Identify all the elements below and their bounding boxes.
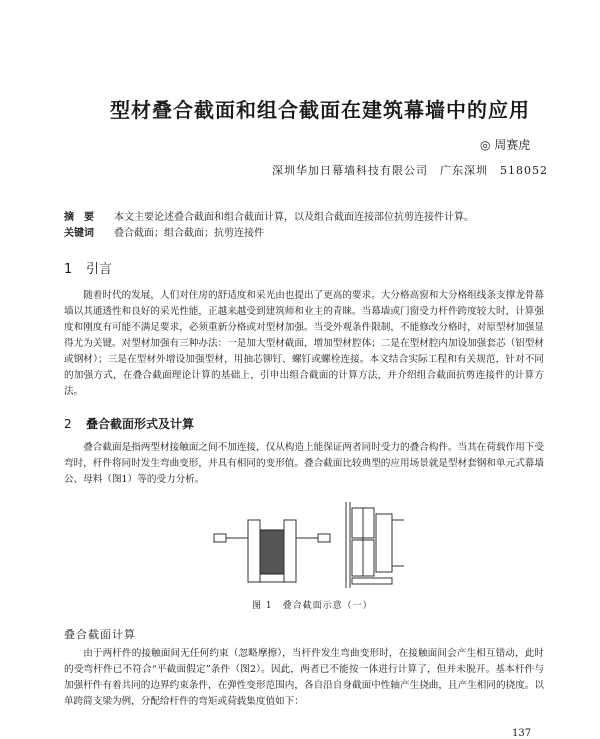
section-1-heading xyxy=(64,258,112,277)
figure-1-caption: 图 1 叠合截面示意（一） xyxy=(252,601,373,611)
subsection-paragraph: 由于两杆件的接触面间无任何约束（忽略摩擦），当杆件发生弯曲变形时，在接触面间会产生相互错动，此时的受弯杆件已不符合“平截面假定”条件（图2）。因此，两者已不能按一体进行计算了，但并未脱开。基本杆件与加强杆件有着共同的边界约束条件，在弹性变形范围内，各自沿自身截面中性轴产生挠曲，且产生相同的挠度。以单跨简支梁为例，分配给杆件的弯矩或荷载集度值如下： xyxy=(64,648,544,707)
section-2-paragraph: 叠合截面是指两型材接触面之间不加连接，仅从构造上能保证两者同时受力的叠合构件。当其在荷载作用下受弯时，杆件将同时发生弯曲变形，并具有相同的变形值。叠合截面比较典型的应用场景就是型材套钢和单元式幕墙公、母料（图1）等的受力分析。 xyxy=(64,442,544,485)
page-number: 137 xyxy=(512,728,532,739)
section-1-paragraph: 随着时代的发展，人们对住房的舒适度和采光由也提出了更高的要求。大分格高窗和大分格组线条支撑龙骨幕墙以其通透性和良好的采光性能，正越来越受到建筑师和业主的青睐。当幕墙或门窗受力杆件跨度较大时，计算强度和刚度有可能不满足要求，必须重新分格或对型材加强。当受外观条件限制，不能修改分格时，对原型材加强显得尤为关键。对型材加强有三种办法：一是加大型材截面，增加型材腔体；二是在型材腔内加设加强套芯（铝型材或钢材）；三是在型材外增设加强型材，用抽芯铆钉、螺钉或螺栓连接。本文结合实际工程和有关规范，针对不同的加强方式，在叠合截面理论计算的基础上，引申出组合截面的计算方法，并介绍组合截面抗剪连接件的计算方法。 xyxy=(64,290,544,397)
keywords-text: 叠合截面；组合截面；抗剪连接件 xyxy=(114,228,264,239)
section-2-title: 叠合截面形式及计算 xyxy=(86,417,195,431)
abstract-line xyxy=(64,210,474,226)
affiliation: 深圳华加日幕墙科技有限公司 广东深圳 518052 xyxy=(272,164,548,177)
author: ◎ 周赛虎 xyxy=(480,138,531,152)
section-1-title: 引言 xyxy=(86,262,113,277)
keywords-line xyxy=(64,226,474,242)
abstract-text: 本文主要论述叠合截面和组合截面计算，以及组合截面连接部位抗剪连接件计算。 xyxy=(114,212,474,223)
section-1-number: 1 xyxy=(64,262,73,277)
figure-1b xyxy=(346,502,404,588)
section-2-heading xyxy=(64,415,194,432)
section-2-number: 2 xyxy=(64,417,72,431)
figure-1-drawing xyxy=(208,500,408,590)
figure-1a xyxy=(214,520,330,582)
paper-title: 型材叠合截面和组合截面在建筑幕墙中的应用 xyxy=(110,98,530,122)
abstract-label: 摘 要 xyxy=(64,212,94,223)
subsection-heading: 叠合截面计算 xyxy=(64,628,136,641)
abstract-block xyxy=(64,210,474,242)
keywords-label: 关键词 xyxy=(64,228,94,239)
